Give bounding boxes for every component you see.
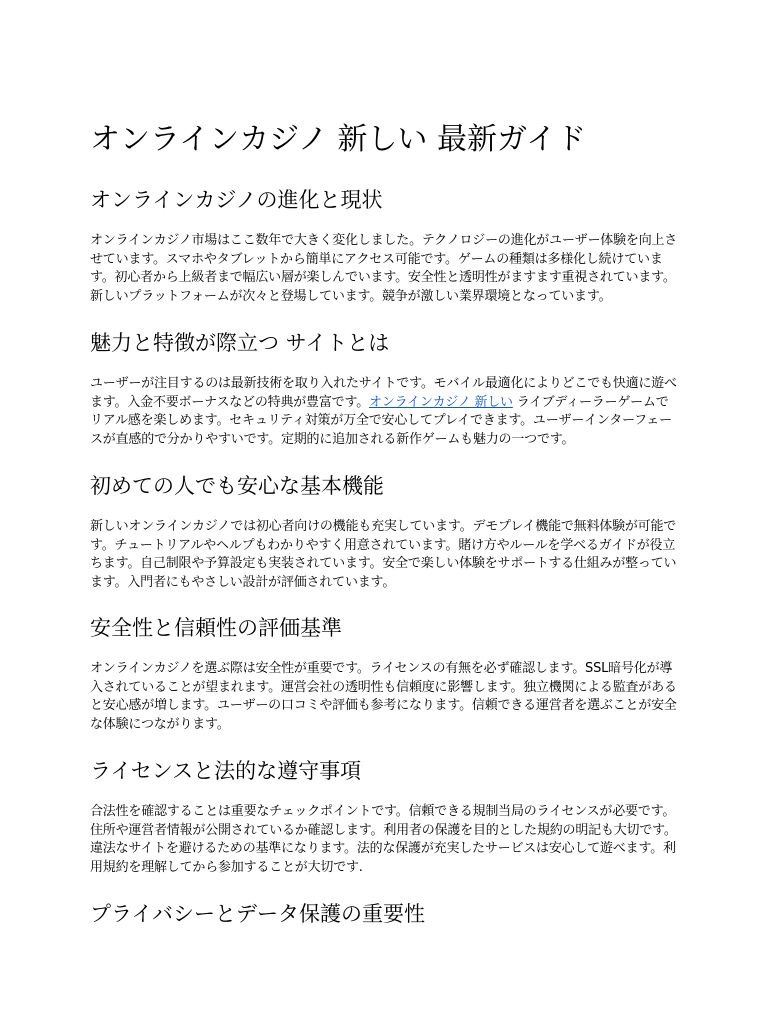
section-license-compliance bbox=[90, 757, 680, 877]
section-paragraph: オンラインカジノを選ぶ際は安全性が重要です。ライセンスの有無を必ず確認します。SSL暗号化が導入されていることが望まれます。運営会社の透明性も信頼度に影響します。独立機関による監査があると安心感が増します。ユーザーの口コミや評価も参考になります。信頼できる運営者を選ぶことが安全な体験につながります。 bbox=[90, 661, 677, 732]
section-safety-criteria bbox=[90, 614, 680, 734]
section-evolution bbox=[90, 186, 680, 306]
section-heading: 魅力と特徴が際立つ サイトとは bbox=[90, 331, 390, 355]
paragraph-text: ライブディーラーゲームでリアル感を楽しめます。セキュリティ対策が万全で安心してプレイできます。ユーザーインターフェースが直感的で分かりやすいです。定期的に追加される新作ゲームも魅力の一つです。 bbox=[90, 394, 672, 447]
section-paragraph: 新しいオンラインカジノでは初心者向けの機能も充実しています。デモプレイ機能で無料体験が可能です。チュートリアルやヘルプもわかりやすく用意されています。賭け方やルールを学べるガイドが役立ちます。自己制限や予算設定も実装されています。安全で楽しい体験をサポートする仕組みが整っています。入門者にもやさしい設計が評価されています。 bbox=[90, 519, 677, 590]
section-heading: 初めての人でも安心な基本機能 bbox=[90, 474, 384, 498]
section-heading: 安全性と信頼性の評価基準 bbox=[90, 616, 342, 640]
online-casino-new-link[interactable]: オンラインカジノ 新しい bbox=[369, 394, 513, 410]
section-privacy bbox=[90, 900, 680, 928]
paragraph-text: ユーザーが注目するのは最新技術を取り入れたサイトです。モバイル最適化によりどこでも快適に遊べます。入金不要ボーナスなどの特典が豊富です。 bbox=[90, 376, 677, 410]
section-paragraph: オンラインカジノ市場はここ数年で大きく変化しました。テクノロジーの進化がユーザー体験を向上させています。スマホやタブレットから簡単にアクセス可能です。ゲームの種類は多様化し続けています。初心者から上級者まで幅広い層が楽しんでいます。安全性と透明性がますます重視されています。新しいプラットフォームが次々と登場しています。競争が激しい業界環境となっています。 bbox=[90, 233, 678, 304]
page-title: オンラインカジノ 新しい 最新ガイド bbox=[90, 122, 587, 157]
section-heading: ライセンスと法的な遵守事項 bbox=[90, 759, 362, 783]
section-beginner-features bbox=[90, 472, 680, 592]
section-heading: オンラインカジノの進化と現状 bbox=[90, 188, 383, 212]
section-paragraph: 合法性を確認することは重要なチェックポイントです。信頼できる規制当局のライセンスが必要です。住所や運営者情報が公開されているか確認します。利用者の保護を目的とした規約の明記も大切です。違法なサイトを避けるための基準になります。法的な保護が充実したサービスは安心して遊べます。利用規約を理解してから参加することが大切です. bbox=[90, 804, 677, 875]
section-heading: プライバシーとデータ保護の重要性 bbox=[90, 902, 425, 926]
section-features bbox=[90, 329, 680, 449]
section-paragraph bbox=[90, 375, 680, 449]
